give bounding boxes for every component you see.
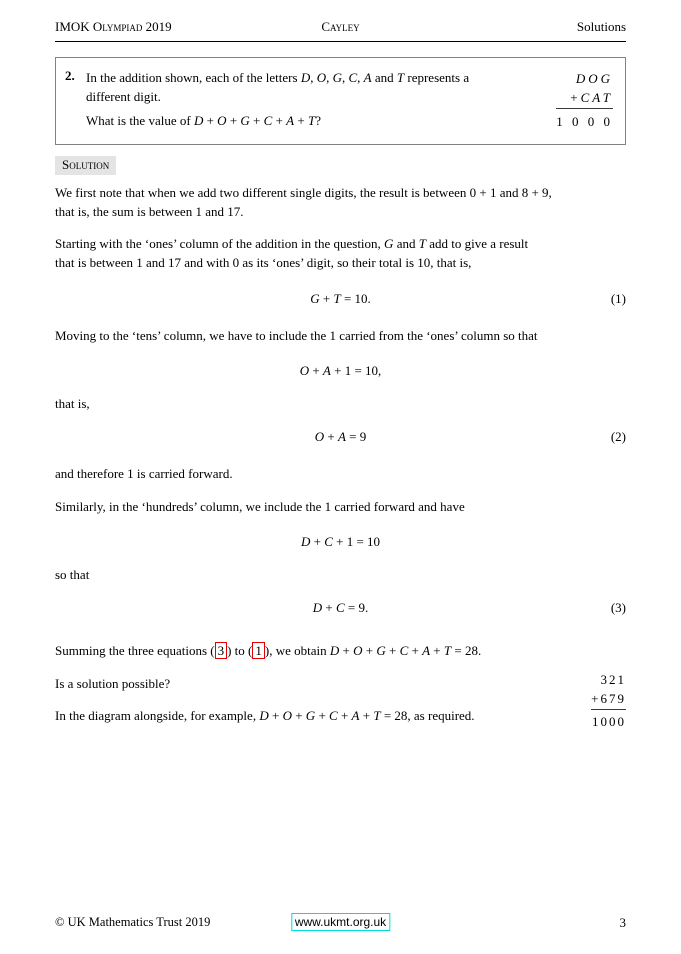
- text-line: [86, 111, 538, 130]
- text-run: add to give a result: [425, 236, 529, 251]
- text-run: T: [307, 113, 316, 128]
- text-run: = 9: [345, 429, 367, 444]
- text-run: DOG: [575, 71, 613, 86]
- text-line: [55, 674, 626, 693]
- text-run: G: [376, 643, 386, 658]
- text-run: T: [443, 643, 452, 658]
- text-run: Is a solution possible?: [55, 676, 171, 691]
- website-link[interactable]: www.ukmt.org.uk: [291, 913, 390, 931]
- text-run: G: [305, 708, 316, 723]
- text-line: [55, 202, 626, 221]
- text-line: [55, 326, 626, 345]
- equation-ref-link[interactable]: 1: [252, 642, 265, 659]
- equation-body: [55, 427, 626, 446]
- text-run: +: [322, 600, 336, 615]
- text-run: O: [217, 113, 227, 128]
- solution-paragraph-10: [55, 706, 626, 725]
- display-equation-1: [55, 289, 626, 308]
- solution-paragraph-1: [55, 183, 626, 221]
- question-box: [55, 57, 626, 145]
- text-run: T: [396, 70, 405, 85]
- text-run: +: [408, 643, 423, 658]
- text-run: +: [362, 643, 377, 658]
- text-run: = 28, as required.: [380, 708, 475, 723]
- text-run: = 10.: [340, 291, 371, 306]
- text-run: so that: [55, 567, 90, 582]
- text-run: O: [282, 708, 292, 723]
- text-run: +: [430, 643, 444, 658]
- example-addend-2: +679: [591, 689, 626, 710]
- text-run: and therefore 1 is carried forward.: [55, 466, 233, 481]
- text-run: C: [348, 70, 358, 85]
- text-run: ) to (: [227, 643, 253, 658]
- text-line: [556, 88, 613, 107]
- text-run: that is, the sum is between 1 and 17.: [55, 204, 244, 219]
- text-line: [86, 87, 538, 106]
- header-section-label: Solutions: [576, 19, 626, 34]
- display-equation-2a: [55, 361, 626, 380]
- text-run: + 1 = 10,: [330, 363, 382, 378]
- text-line: [55, 641, 626, 660]
- text-run: +: [319, 291, 334, 306]
- text-run: +: [324, 429, 338, 444]
- text-run: Moving to the ‘tens’ column, we have to include the 1 carried from the ‘ones’ column so that: [55, 328, 538, 343]
- equation-body: [55, 598, 626, 617]
- equation-number-1: (1): [610, 291, 626, 306]
- text-run: G: [310, 291, 320, 306]
- equation-body: [55, 361, 626, 380]
- text-run: C: [335, 600, 345, 615]
- text-line: [55, 289, 626, 308]
- text-run: D: [300, 534, 311, 549]
- question-statement: [86, 68, 538, 106]
- text-run: +: [249, 113, 264, 128]
- display-equation-2: [55, 427, 626, 446]
- text-run: +: [272, 113, 287, 128]
- text-run: D: [259, 708, 269, 723]
- page-header: [55, 0, 626, 42]
- question-addition-diagram: [556, 69, 613, 131]
- text-run: and: [371, 70, 397, 85]
- text-run: + 1 = 10: [332, 534, 381, 549]
- text-run: T: [373, 708, 381, 723]
- text-run: C: [399, 643, 409, 658]
- text-run: D: [193, 113, 204, 128]
- text-line: [55, 532, 626, 551]
- text-run: O: [299, 363, 310, 378]
- text-run: A: [363, 70, 372, 85]
- text-run: that is between 1 and 17 and with 0 as its ‘ones’ digit, so their total is 10, that is,: [55, 255, 472, 270]
- text-line: [55, 234, 626, 253]
- text-line: [55, 706, 626, 725]
- example-addend-1: 321: [600, 672, 626, 687]
- text-line: [55, 464, 626, 483]
- example-addition-diagram: [591, 670, 626, 731]
- text-run: G: [240, 113, 250, 128]
- text-run: +: [309, 363, 323, 378]
- text-run: and: [393, 236, 419, 251]
- example-total: 1000: [592, 714, 626, 729]
- solution-label: Solution: [55, 156, 116, 175]
- equation-number-2: (2): [610, 429, 626, 444]
- text-line: [55, 565, 626, 584]
- solution-paragraph-9: [55, 674, 626, 693]
- text-line: [55, 497, 626, 516]
- text-run: O: [316, 70, 327, 85]
- text-run: ?: [315, 113, 321, 128]
- text-run: G: [384, 236, 394, 251]
- question-number: 2.: [65, 68, 75, 83]
- text-line: [55, 253, 626, 272]
- text-run: +: [315, 708, 330, 723]
- solution-paragraph-4: [55, 394, 626, 413]
- text-run: D: [329, 643, 340, 658]
- display-equation-3a: [55, 532, 626, 551]
- page-footer: [55, 913, 626, 935]
- text-run: A: [286, 113, 295, 128]
- text-line: [55, 598, 626, 617]
- text-line: [556, 69, 613, 88]
- text-line: [55, 183, 626, 202]
- equation-number-3: (3): [610, 600, 626, 615]
- text-run: We first note that when we add two different single digits, the result is between 0 + 1 and 8 + 9,: [55, 185, 552, 200]
- text-run: represents a: [404, 70, 470, 85]
- text-run: O: [353, 643, 363, 658]
- text-run: O: [314, 429, 325, 444]
- conclusion-section: [55, 641, 626, 729]
- text-run: +: [226, 113, 241, 128]
- text-run: Starting with the ‘ones’ column of the addition in the question,: [55, 236, 385, 251]
- text-run: = 9.: [344, 600, 369, 615]
- text-line: [55, 361, 626, 380]
- text-run: In the diagram alongside, for example,: [55, 708, 260, 723]
- text-run: +: [294, 113, 308, 128]
- addition-total: 1 0 0 0: [556, 114, 613, 129]
- text-run: ,: [310, 70, 317, 85]
- text-run: G: [332, 70, 342, 85]
- text-run: A: [337, 429, 346, 444]
- text-run: +: [359, 708, 374, 723]
- text-run: CAT: [580, 90, 613, 105]
- text-run: Summing the three equations (: [55, 643, 215, 658]
- equation-ref-link[interactable]: 3: [215, 642, 228, 659]
- solution-paragraph-8: [55, 641, 626, 660]
- text-line: [55, 427, 626, 446]
- text-run: ,: [341, 70, 349, 85]
- display-equation-3: [55, 598, 626, 617]
- text-run: +: [203, 113, 218, 128]
- equation-body: [55, 289, 626, 308]
- text-run: ), we obtain: [264, 643, 330, 658]
- text-run: C: [263, 113, 273, 128]
- text-run: A: [422, 643, 431, 658]
- text-line: [55, 394, 626, 413]
- text-run: = 28.: [451, 643, 482, 658]
- text-run: +: [339, 643, 354, 658]
- solution-paragraph-2: [55, 234, 626, 272]
- addition-addend-2: [556, 88, 613, 109]
- text-run: In the addition shown, each of the letters: [86, 70, 301, 85]
- page-number: 3: [619, 915, 626, 930]
- text-run: T: [418, 236, 426, 251]
- text-run: A: [351, 708, 360, 723]
- text-run: D: [312, 600, 323, 615]
- text-run: +: [337, 708, 352, 723]
- text-run: ,: [326, 70, 333, 85]
- text-run: A: [322, 363, 331, 378]
- text-run: +: [570, 90, 581, 105]
- text-run: Similarly, in the ‘hundreds’ column, we include the 1 carried forward and have: [55, 499, 465, 514]
- text-run: C: [324, 534, 333, 549]
- text-line: [86, 68, 538, 87]
- addition-addend-1: [556, 69, 613, 88]
- question-prompt: [86, 111, 538, 130]
- text-run: +: [310, 534, 325, 549]
- text-run: that is,: [55, 396, 90, 411]
- text-run: C: [329, 708, 338, 723]
- copyright-text: © UK Mathematics Trust 2019: [55, 915, 211, 929]
- text-run: +: [291, 708, 306, 723]
- text-run: different digit.: [86, 89, 161, 104]
- text-run: D: [300, 70, 311, 85]
- text-run: +: [385, 643, 400, 658]
- text-run: ,: [357, 70, 364, 85]
- solution-paragraph-6: [55, 497, 626, 516]
- header-competition-title: IMOK Olympiad 2019: [55, 19, 172, 34]
- question-text: [86, 68, 538, 131]
- equation-body: [55, 532, 626, 551]
- text-run: T: [333, 291, 341, 306]
- text-run: +: [268, 708, 283, 723]
- solution-paragraph-5: [55, 464, 626, 483]
- text-run: What is the value of: [86, 113, 194, 128]
- solution-paragraph-3: [55, 326, 626, 345]
- header-paper-name: Cayley: [321, 19, 360, 34]
- solution-paragraph-7: [55, 565, 626, 584]
